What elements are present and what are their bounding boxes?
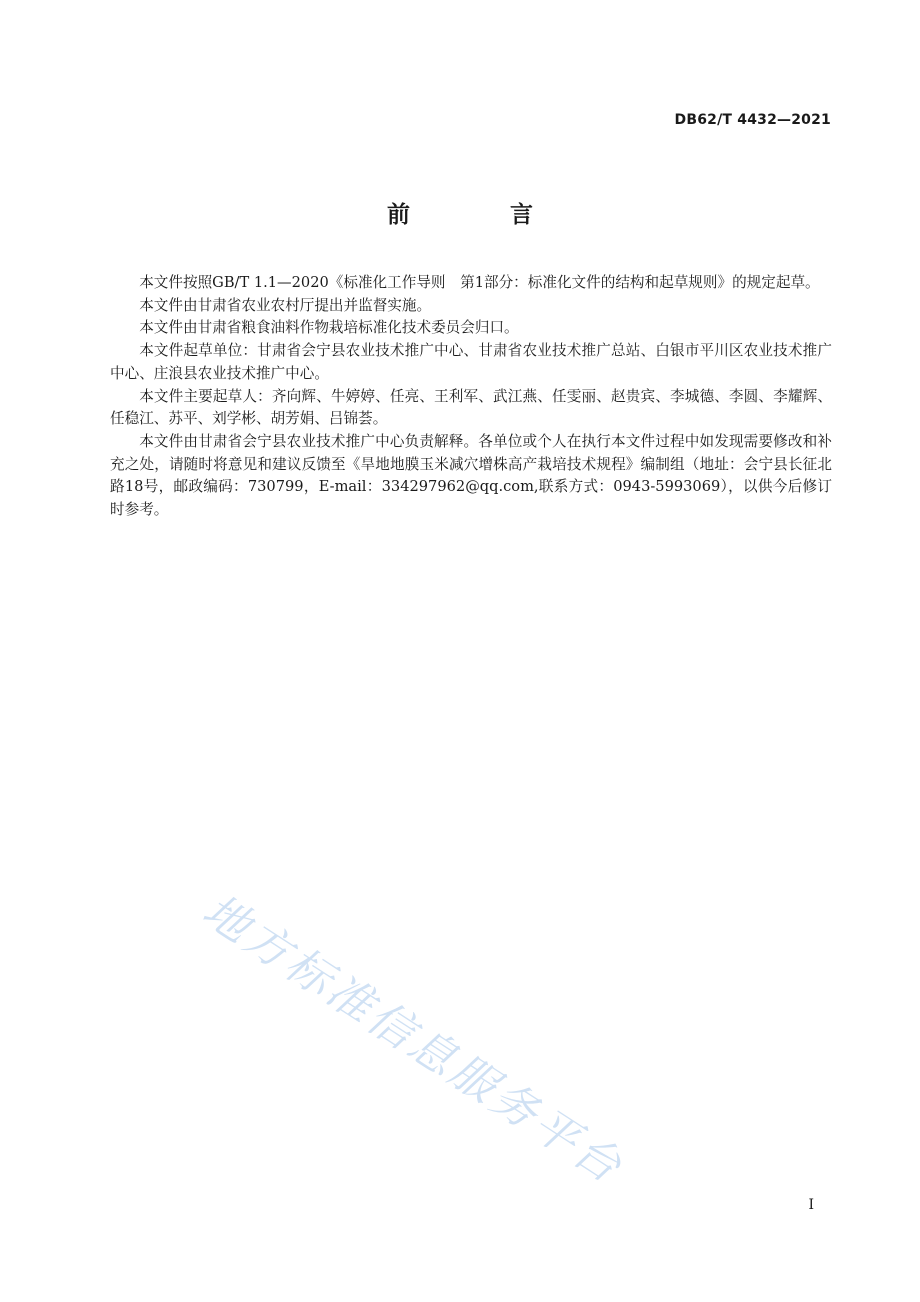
- paragraph-interpretation: 本文件由甘肃省会宁县农业技术推广中心负责解释。各单位或个人在执行本文件过程中如发现需要修改和补充之处，请随时将意见和建议反馈至《旱地地膜玉米减穴增株高产栽培技术规程》编制组（地址：会宁县长征北路18号，邮政编码：730799，E-mail：334297962@qq.com,联系方式：0943-5993069），以供今后修订时参考。: [110, 432, 832, 519]
- paragraph-drafters: 本文件主要起草人：齐向辉、牛婷婷、任亮、王利军、武江燕、任雯丽、赵贵宾、李城德、李圆、李耀辉、任稳江、苏平、刘学彬、胡芳娟、吕锦荟。: [110, 387, 832, 428]
- page-number: I: [808, 1197, 814, 1213]
- foreword-body: [110, 272, 832, 522]
- page-title: 前 言: [386, 202, 579, 228]
- watermark: 地方标准信息服务平台: [193, 883, 634, 1195]
- paragraph-proposer: 本文件由甘肃省农业农村厅提出并监督实施。: [139, 296, 432, 314]
- standard-code: DB62/T 4432—2021: [674, 112, 831, 128]
- paragraph-drafting-rules: 本文件按照GB/T 1.1—2020《标准化工作导则 第1部分：标准化文件的结构和起草规则》的规定起草。: [139, 274, 820, 291]
- paragraph-committee: 本文件由甘肃省粮食油料作物栽培标准化技术委员会归口。: [139, 319, 519, 337]
- paragraph-drafting-units: 本文件起草单位：甘肃省会宁县农业技术推广中心、甘肃省农业技术推广总站、白银市平川区农业技术推广中心、庄浪县农业技术推广中心。: [110, 342, 832, 382]
